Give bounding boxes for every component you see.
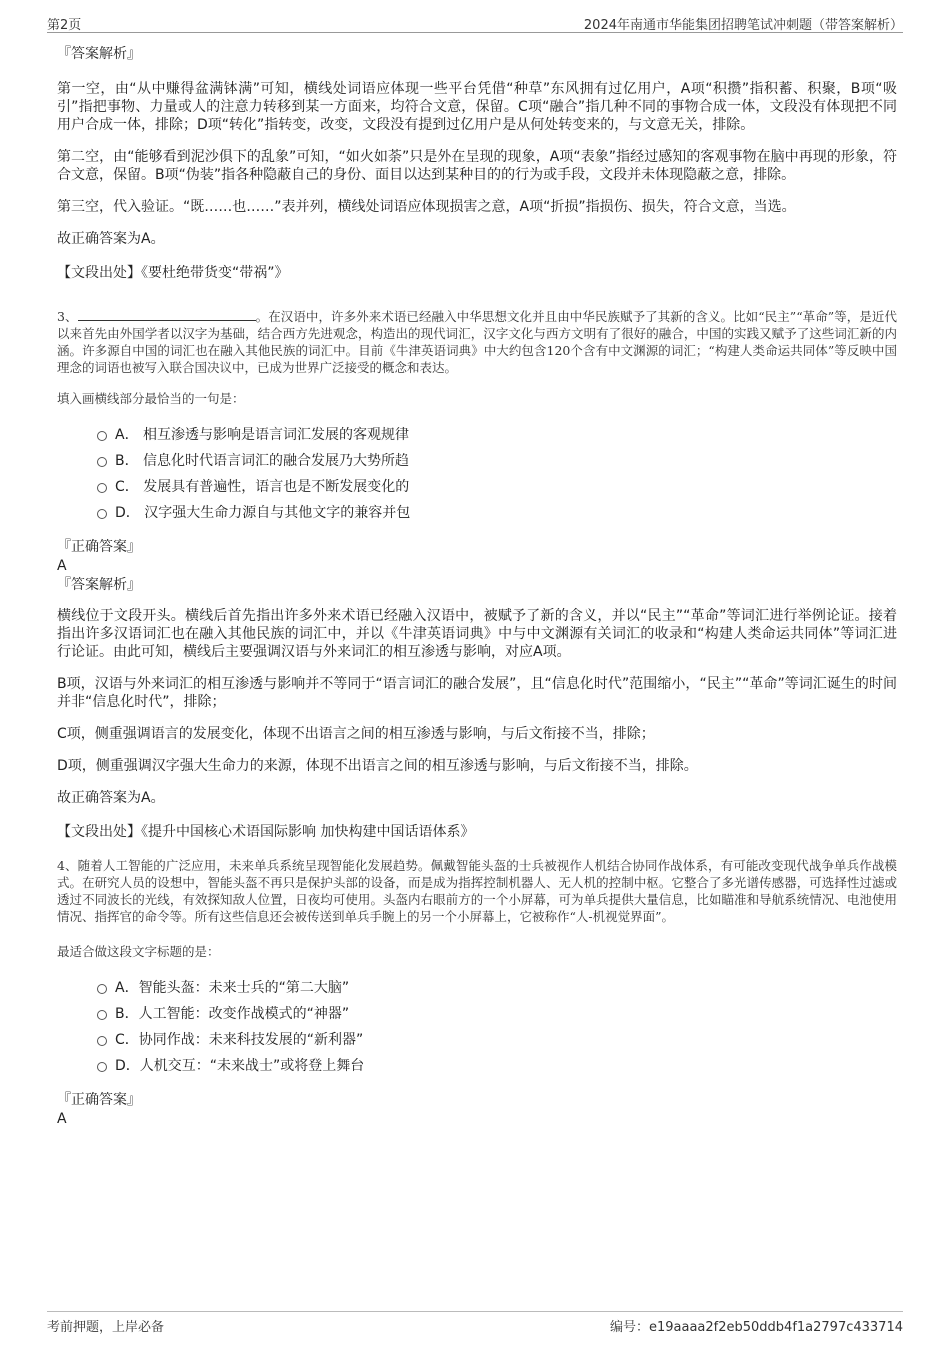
q2-analysis-p1: 第一空，由“从中赚得盆满钵满”可知，横线处词语应体现一些平台凭借“种草”东风拥有过亿用户，A项“积攒”指积蓄、积聚，B项“吸引”指把事物、力量或人的注意力转移到某一方面来，均符合文意，保留。C项“融合”指几种不同的事物合成一体，文段没有体现把不同用户合成一体，排除；D项“转化”指转变，改变，文段没有提到过亿用户是从何处转变来的，与文意无关，排除。 <box>57 81 897 133</box>
document-code: 编号：e19aaaa2f2eb50ddb4f1a2797c433714 <box>609 1320 903 1335</box>
q3-analysis-p1: 横线位于文段开头。横线后首先指出许多外来术语已经融入汉语中，被赋予了新的含义，并以“民主”“革命”等词汇进行举例论证。接着指出许多汉语词汇也在融入其他民族的词汇中，并以《牛津英语词典》中与中文渊源有关词汇的收录和“构建人类命运共同体”等词汇进行论证。由此可知，横线后主要强调汉语与外来词汇的相互渗透与影响，对应A项。 <box>57 608 897 660</box>
q3-option-b[interactable]: B． 信息化时代语言词汇的融合发展乃大势所趋 <box>97 451 897 477</box>
q2-conclusion: 故正确答案为A。 <box>57 231 165 247</box>
radio-icon[interactable] <box>97 457 107 467</box>
q3-analysis-p4: D项，侧重强调汉字强大生命力的来源，体现不出语言之间的相互渗透与影响，与后文衔接不当，排除。 <box>57 758 698 774</box>
q3-blank <box>78 308 256 321</box>
radio-icon[interactable] <box>97 509 107 519</box>
radio-icon[interactable] <box>97 1010 107 1020</box>
q3-analysis-p2: B项，汉语与外来词汇的相互渗透与影响并不等同于“语言词汇的融合发展”，且“信息化时代”范围缩小，“民主”“革命”等词汇诞生的时间并非“信息化时代”，排除； <box>57 676 897 710</box>
question-4 <box>57 857 897 1128</box>
page-footer <box>47 1311 903 1338</box>
q3-stem: 3、 。在汉语中，许多外来术语已经融入中华思想文化并且由中华民族赋予了其新的含义。比如“民主”“革命”等，是近代以来首先由外国学者以汉字为基础，结合西方先进观念，构造出的现代词汇，汉字文化与西方文明有了很好的融合，中国的实践又赋予了这些词汇新的内涵。许多源自中国的词汇也在融入其他民族的词汇中。目前《牛津英语词典》中大约包含120个含有中文渊源的词汇；“构建人类命运共同体”等反映中国理念的词语也被写入联合国决议中，已成为世界广泛接受的概念和表达。 <box>57 309 897 375</box>
q4-stem: 4、随着人工智能的广泛应用，未来单兵系统呈现智能化发展趋势。佩戴智能头盔的士兵被视作人机结合协同作战体系，有可能改变现代战争单兵作战模式。在研究人员的设想中，智能头盔不再只是保护头部的设备，而是成为指挥控制机器人、无人机的控制中枢。它整合了多光谱传感器，可选择性过滤或透过不同波长的光线，有效探知敌人位置，日夜均可使用。头盔内右眼前方的一个小屏幕，可为单兵提供大量信息，比如瞄准和导航系统情况、电池使用情况、指挥官的命令等。所有这些信息还会被传送到单兵手腕上的另一个小屏幕上，它被称作“人-机视觉界面”。 <box>57 858 897 924</box>
q3-options <box>97 425 897 529</box>
q3-answer: A <box>57 558 67 574</box>
analysis-label: 『答案解析』 <box>57 46 141 62</box>
page-content <box>57 44 897 1128</box>
question-3 <box>57 308 897 841</box>
page-header <box>47 12 903 33</box>
q4-option-c[interactable]: C．协同作战：未来科技发展的“新利器” <box>97 1030 897 1056</box>
q4-answer: A <box>57 1111 67 1127</box>
correct-answer-label: 『正确答案』 <box>57 1092 141 1108</box>
q3-option-a[interactable]: A． 相互渗透与影响是语言词汇发展的客观规律 <box>97 425 897 451</box>
correct-answer-label: 『正确答案』 <box>57 539 141 555</box>
q3-option-d[interactable]: D． 汉字强大生命力源自与其他文字的兼容并包 <box>97 503 897 529</box>
q3-analysis-p3: C项，侧重强调语言的发展变化，体现不出语言之间的相互渗透与影响，与后文衔接不当，排除； <box>57 726 655 742</box>
q3-option-c[interactable]: C． 发展具有普遍性，语言也是不断发展变化的 <box>97 477 897 503</box>
q4-option-b[interactable]: B．人工智能：改变作战模式的“神器” <box>97 1004 897 1030</box>
radio-icon[interactable] <box>97 431 107 441</box>
q3-prompt: 填入画横线部分最恰当的一句是： <box>57 391 245 406</box>
q2-analysis-p2: 第二空，由“能够看到泥沙俱下的乱象”可知，“如火如荼”只是外在呈现的现象，A项“表象”指经过感知的客观事物在脑中再现的形象，符合文意，保留。B项“伪装”指各种隐蔽自己的身份、面目以达到某种目的的行为或手段，文段并未体现隐蔽之意，排除。 <box>57 149 897 183</box>
page-number: 第2页 <box>47 18 82 33</box>
q2-analysis-p3: 第三空，代入验证。“既……也……”表并列，横线处词语应体现损害之意，A项“折损”指损伤、损失，符合文意，当选。 <box>57 199 796 215</box>
radio-icon[interactable] <box>97 984 107 994</box>
radio-icon[interactable] <box>97 483 107 493</box>
footer-note: 考前押题，上岸必备 <box>47 1320 165 1335</box>
q3-conclusion: 故正确答案为A。 <box>57 790 165 806</box>
q2-source: 【文段出处】《要杜绝带货变“带祸”》 <box>57 265 289 281</box>
analysis-label: 『答案解析』 <box>57 577 141 593</box>
q3-source: 【文段出处】《提升中国核心术语国际影响 加快构建中国话语体系》 <box>57 824 475 840</box>
q4-options <box>97 978 897 1082</box>
radio-icon[interactable] <box>97 1036 107 1046</box>
document-title: 2024年南通市华能集团招聘笔试冲刺题（带答案解析） <box>583 18 903 33</box>
q4-option-a[interactable]: A．智能头盔：未来士兵的“第二大脑” <box>97 978 897 1004</box>
q4-option-d[interactable]: D．人机交互：“未来战士”或将登上舞台 <box>97 1056 897 1082</box>
radio-icon[interactable] <box>97 1062 107 1072</box>
q4-prompt: 最适合做这段文字标题的是： <box>57 944 220 959</box>
